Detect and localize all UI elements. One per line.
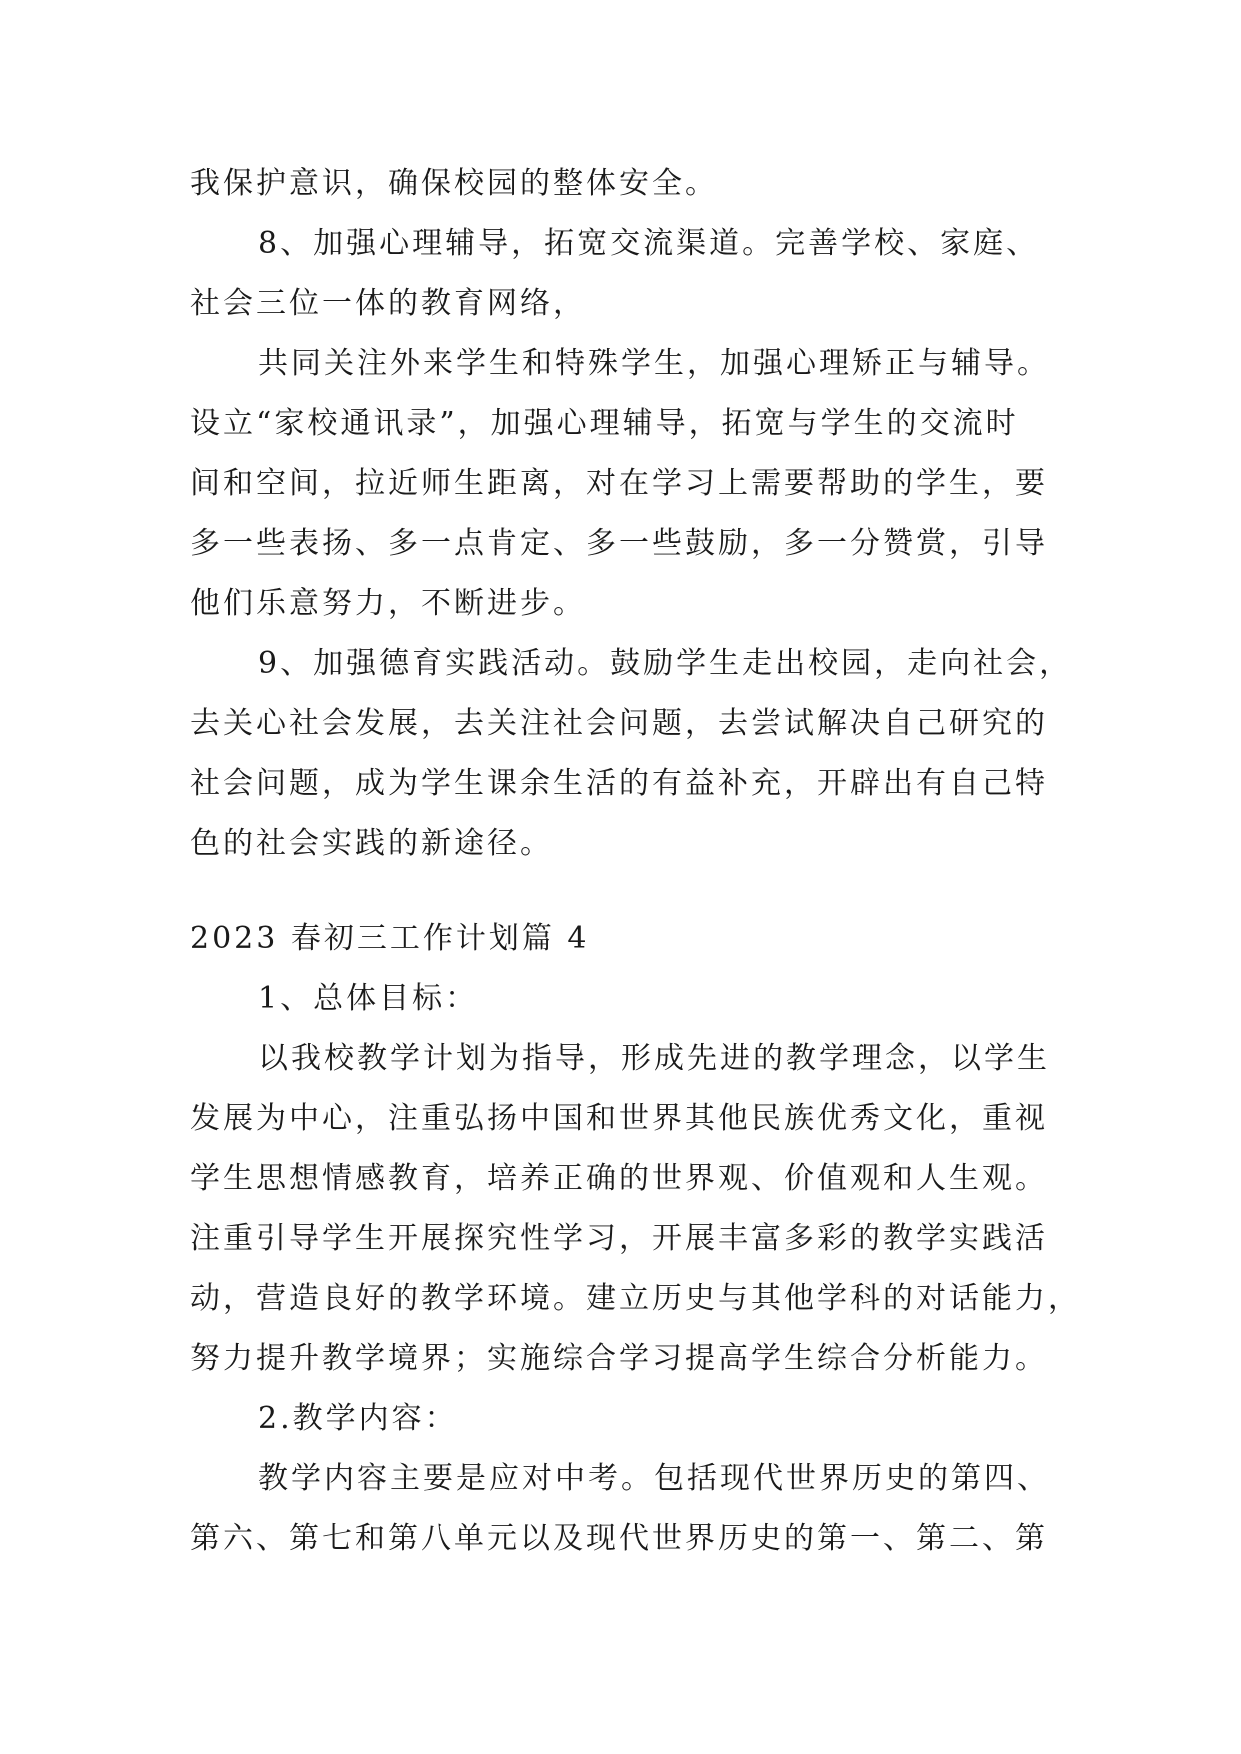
paragraph-line: 2.教学内容： bbox=[258, 1401, 458, 1436]
paragraph-line: 去关心社会发展，去关注社会问题，去尝试解决自己研究的 bbox=[190, 706, 1048, 741]
paragraph-line: 多一些表扬、多一点肯定、多一些鼓励，多一分赞赏，引导 bbox=[190, 526, 1048, 561]
paragraph-line: 动，营造良好的教学环境。建立历史与其他学科的对话能力， bbox=[190, 1281, 1081, 1316]
paragraph-line: 间和空间，拉近师生距离，对在学习上需要帮助的学生，要 bbox=[190, 466, 1048, 501]
paragraph-line: 设立“家校通讯录”，加强心理辅导，拓宽与学生的交流时 bbox=[190, 406, 1019, 441]
paragraph-line: 8、加强心理辅导，拓宽交流渠道。完善学校、家庭、 bbox=[258, 226, 1040, 261]
paragraph-line: 我保护意识，确保校园的整体安全。 bbox=[190, 166, 718, 201]
paragraph-line: 社会三位一体的教育网络， bbox=[190, 286, 586, 321]
paragraph-line: 第六、第七和第八单元以及现代世界历史的第一、第二、第 bbox=[190, 1521, 1048, 1556]
paragraph-line: 社会问题，成为学生课余生活的有益补充，开辟出有自己特 bbox=[190, 766, 1048, 801]
paragraph-line: 注重引导学生开展探究性学习，开展丰富多彩的教学实践活 bbox=[190, 1221, 1048, 1256]
paragraph-line: 教学内容主要是应对中考。包括现代世界历史的第四、 bbox=[258, 1461, 1050, 1496]
paragraph-line: 色的社会实践的新途径。 bbox=[190, 826, 553, 861]
paragraph-line: 努力提升教学境界；实施综合学习提高学生综合分析能力。 bbox=[190, 1341, 1048, 1376]
paragraph-line: 他们乐意努力，不断进步。 bbox=[190, 586, 586, 621]
section-heading: 2023 春初三工作计划篇 4 bbox=[190, 921, 590, 956]
paragraph-line: 9、加强德育实践活动。鼓励学生走出校园，走向社会， bbox=[258, 646, 1073, 681]
paragraph-line: 学生思想情感教育，培养正确的世界观、价值观和人生观。 bbox=[190, 1161, 1048, 1196]
paragraph-line: 1、总体目标： bbox=[258, 981, 479, 1016]
paragraph-line: 以我校教学计划为指导，形成先进的教学理念，以学生 bbox=[258, 1041, 1050, 1076]
paragraph-line: 发展为中心，注重弘扬中国和世界其他民族优秀文化，重视 bbox=[190, 1101, 1048, 1136]
paragraph-line: 共同关注外来学生和特殊学生，加强心理矫正与辅导。 bbox=[258, 346, 1050, 381]
